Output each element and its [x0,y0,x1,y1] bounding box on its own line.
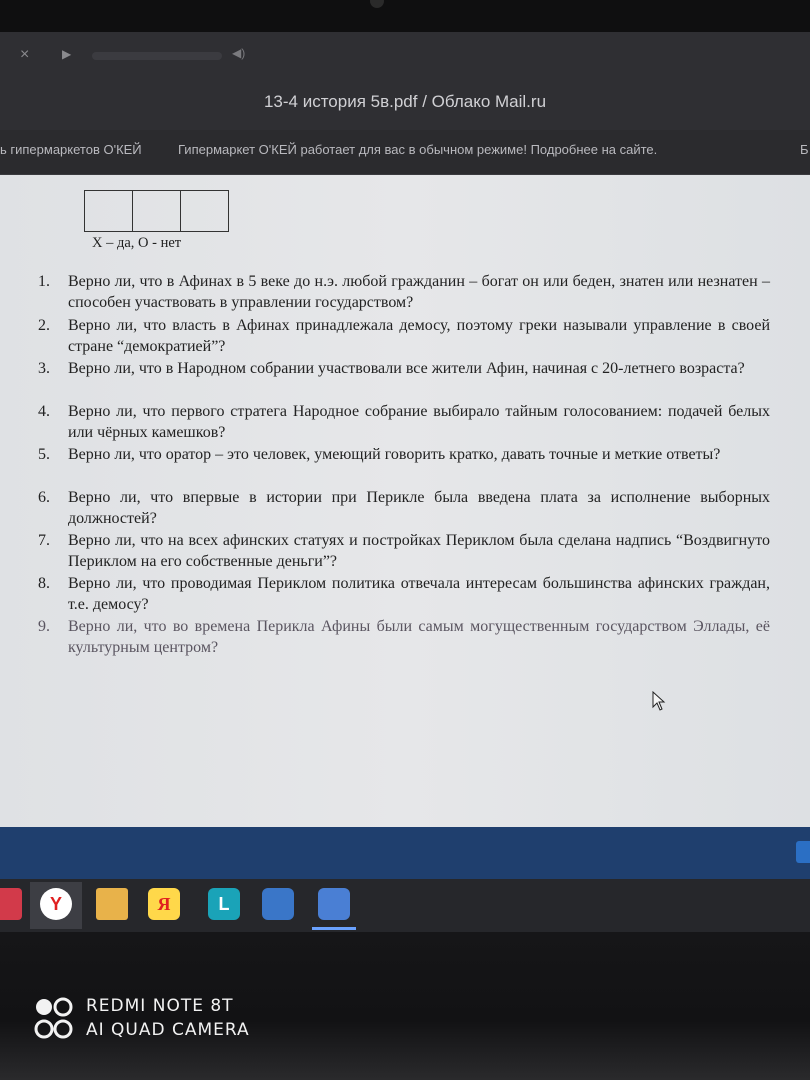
question-number: 4. [38,403,50,420]
screen [0,32,810,932]
bookmarks-bar [0,130,810,175]
question-text: Верно ли, что в Народном собрании участвовали все жители Афин, начиная с 20-летнего возраста? [68,360,745,377]
file-explorer-icon[interactable] [96,888,128,920]
question-item [38,530,770,572]
question-text: Верно ли, что оратор – это человек, умеющий говорить кратко, давать точные и меткие ответы? [68,446,721,463]
question-item [38,315,770,357]
question-item [38,487,770,529]
question-text: Верно ли, что проводимая Периклом политика отвечала интересам большинства афинских граждан, т.е. демосу? [68,575,770,613]
tab-strip [0,32,810,78]
pdf-page [0,175,810,827]
question-text: Верно ли, что первого стратега Народное собрание выбирало тайным голосованием: подачей белых или чёрных камешков? [68,403,770,441]
viewer-bottom-bar [0,827,810,879]
answer-cell [181,191,229,232]
question-item [38,444,770,465]
monitor-bezel-top [0,0,810,32]
title-bar [0,78,810,130]
l-app-icon[interactable]: L [208,888,240,920]
question-item [38,401,770,443]
question-number: 9. [38,618,50,635]
bookmark-item[interactable]: Б [800,142,809,157]
question-item [38,358,770,379]
answer-cell [133,191,181,232]
yandex-browser-icon[interactable]: Y [40,888,72,920]
taskbar [0,879,810,932]
question-text: Верно ли, что власть в Афинах принадлежала демосу, поэтому греки называли управление в своей стране “демократией”? [68,317,770,355]
question-number: 3. [38,360,50,377]
yandex-icon[interactable]: Я [148,888,180,920]
watermark-line: AI QUAD CAMERA [86,1020,250,1040]
window-title: 13-4 история 5в.pdf / Облако Mail.ru [263,92,547,111]
mouse-cursor-icon [652,691,666,711]
side-panel-button[interactable] [796,841,810,863]
webcam-icon [370,0,384,8]
running-app-indicator [312,927,356,930]
camera-lens-icon [34,995,74,1041]
blurred-tab[interactable] [92,52,222,60]
question-text: Верно ли, что на всех афинских статуях и постройках Периклом была сделана надпись “Воздвигнуто Периклом на его собственные деньги”? [68,532,770,570]
photos-icon[interactable] [318,888,350,920]
question-number: 6. [38,489,50,506]
camera-watermark [34,994,250,1042]
watermark-line: REDMI NOTE 8T [86,996,234,1016]
question-item [38,616,770,658]
answer-table [84,190,229,232]
bookmark-item[interactable]: ь гипермаркетов О'КЕЙ [0,142,142,157]
question-number: 5. [38,446,50,463]
app-icon[interactable] [0,888,22,920]
close-tab-icon[interactable]: × [20,46,30,63]
question-number: 7. [38,532,50,549]
question-number: 2. [38,317,50,334]
answer-legend: Х – да, О - нет [92,235,182,251]
watermark-text [86,994,250,1042]
question-item [38,271,770,313]
question-text: Верно ли, что во времена Перикла Афины были самым могущественным государством Эллады, её культурным центром? [68,618,770,656]
question-text: Верно ли, что в Афинах в 5 веке до н.э. любой гражданин – богат он или беден, знатен или незнатен – способен участвовать в управлении государством? [68,273,770,311]
question-number: 1. [38,273,50,290]
question-number: 8. [38,575,50,592]
audio-icon[interactable]: ◀) [232,46,246,60]
question-item [38,573,770,615]
bookmark-item[interactable]: Гипермаркет О'КЕЙ работает для вас в обычном режиме! Подробнее на сайте. [178,142,658,157]
play-icon[interactable]: ▶ [62,47,72,61]
question-text: Верно ли, что впервые в истории при Перикле была введена плата за исполнение выборных должностей? [68,489,770,527]
store-icon[interactable] [262,888,294,920]
answer-cell [85,191,133,232]
